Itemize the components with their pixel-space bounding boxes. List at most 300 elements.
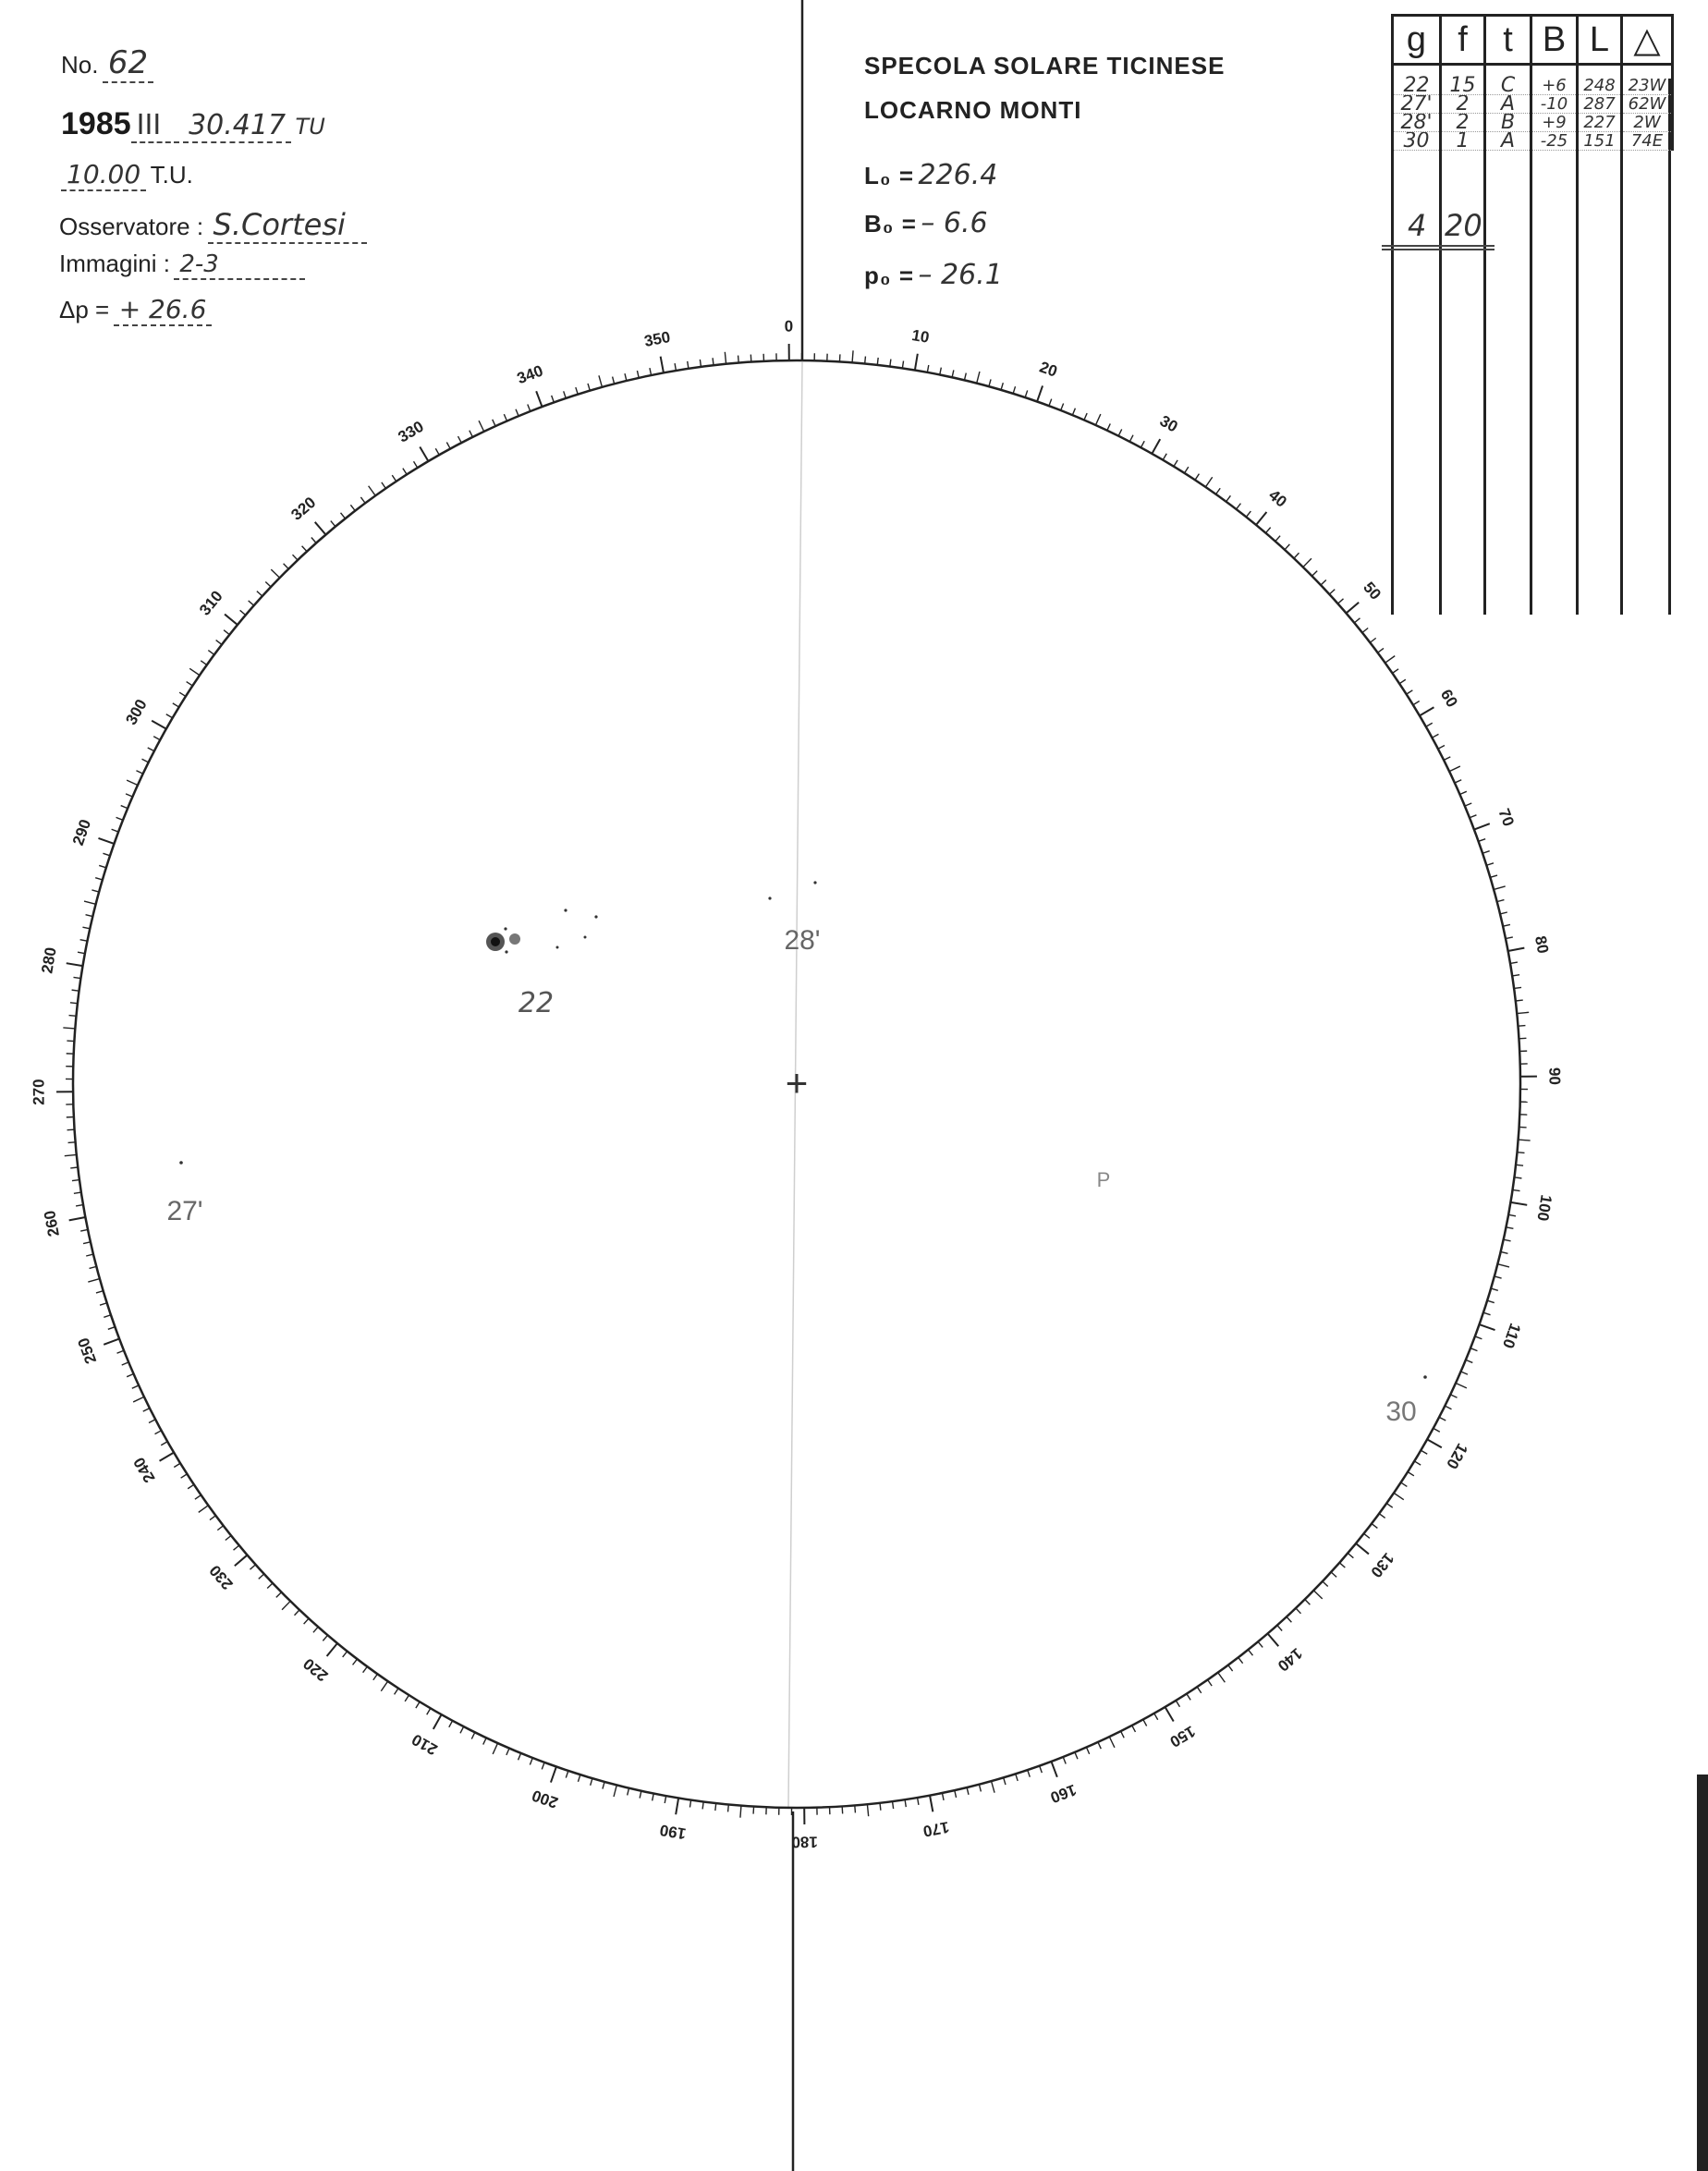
cell-f: 15 <box>1441 65 1485 95</box>
tick-mark <box>80 940 88 942</box>
tick-mark <box>72 1180 79 1181</box>
tick-mark <box>122 1362 128 1365</box>
tick-mark <box>1072 409 1075 415</box>
total-spots: 20 <box>1445 208 1482 243</box>
col-header-t: t <box>1485 16 1531 65</box>
tick-mark <box>1129 435 1133 442</box>
cell-t: A <box>1485 132 1531 151</box>
tick-mark <box>225 615 238 625</box>
tick-mark <box>1482 851 1490 854</box>
tick-mark <box>1356 1543 1369 1554</box>
tick-mark <box>952 370 954 377</box>
col-header-f: f <box>1441 16 1485 65</box>
tick-label-70: 70 <box>1494 806 1518 829</box>
tick-mark <box>1246 511 1250 517</box>
tick-mark <box>1518 1026 1525 1027</box>
tick-mark <box>446 443 450 449</box>
tick-mark <box>1118 429 1122 435</box>
tick-mark <box>88 1279 100 1282</box>
tick-mark <box>141 759 148 762</box>
tick-label-290: 290 <box>68 817 95 848</box>
scan-edge <box>1697 1775 1708 2171</box>
tick-mark <box>992 1781 994 1793</box>
tick-mark <box>1503 924 1510 926</box>
tick-mark <box>1163 454 1166 460</box>
sunspot <box>504 927 506 930</box>
tick-mark <box>1486 863 1494 865</box>
tick-mark <box>964 373 966 381</box>
tick-mark <box>852 350 853 362</box>
tick-mark <box>551 1767 556 1783</box>
tick-label-170: 170 <box>921 1818 951 1840</box>
tick-label-100: 100 <box>1533 1193 1556 1223</box>
tick-mark <box>1051 1762 1056 1777</box>
tick-mark <box>1165 1707 1174 1721</box>
tick-mark <box>420 447 428 461</box>
tick-mark <box>392 475 396 482</box>
tick-mark <box>967 1787 969 1795</box>
cell-f: 2 <box>1441 95 1485 114</box>
tick-label-300: 300 <box>122 696 151 728</box>
tick-mark <box>187 682 193 686</box>
tick-mark <box>98 838 114 844</box>
tick-mark <box>700 360 701 367</box>
col-header-delta: △ <box>1622 16 1673 65</box>
tick-mark <box>1287 1616 1291 1622</box>
observer-value: S.Cortesi <box>208 207 367 244</box>
tick-mark <box>1237 504 1241 509</box>
tick-mark <box>1479 839 1486 842</box>
tick-mark <box>1028 1770 1031 1777</box>
tick-mark <box>265 582 271 587</box>
tick-mark <box>76 1205 83 1206</box>
tick-mark <box>136 771 142 774</box>
tick-mark <box>155 1431 162 1434</box>
cell-B: +6 <box>1531 65 1578 95</box>
time-value: 10.00 <box>61 159 146 191</box>
tick-mark <box>1187 1694 1190 1701</box>
tick-mark <box>1507 1227 1514 1229</box>
tick-mark <box>1174 460 1177 467</box>
tick-mark <box>1143 1719 1147 1726</box>
P0-label: p₀ = <box>864 262 915 289</box>
tick-mark <box>1228 1665 1233 1671</box>
tick-mark <box>930 1796 933 1812</box>
tick-mark <box>121 806 128 809</box>
tick-mark <box>1061 404 1064 410</box>
cell-delta: 62W <box>1622 95 1673 114</box>
cell-B: -25 <box>1531 132 1578 151</box>
tick-mark <box>552 396 555 403</box>
tick-mark <box>1004 1777 1006 1785</box>
tick-label-120: 120 <box>1443 1440 1471 1472</box>
cell-t: A <box>1485 95 1531 114</box>
delta-p-value: + 26.6 <box>114 294 213 326</box>
tick-mark <box>940 368 942 375</box>
tick-mark <box>216 640 222 645</box>
tick-mark <box>1040 1766 1043 1774</box>
tick-mark <box>86 915 93 917</box>
tick-mark <box>1514 1177 1521 1178</box>
col-header-g: g <box>1393 16 1441 65</box>
tick-mark <box>74 1192 81 1193</box>
tick-mark <box>566 1771 568 1778</box>
tick-mark <box>689 1800 690 1808</box>
cell-B: -10 <box>1531 95 1578 114</box>
tick-mark <box>1393 669 1399 674</box>
tick-mark <box>1303 558 1312 567</box>
tick-mark <box>414 461 418 468</box>
tick-mark <box>1238 1657 1243 1663</box>
tick-mark <box>1445 1406 1451 1409</box>
tick-mark <box>1513 1189 1520 1190</box>
tick-mark <box>989 379 991 386</box>
tick-mark <box>1037 385 1043 401</box>
tick-mark <box>240 610 246 615</box>
tick-mark <box>284 564 289 569</box>
cell-f: 2 <box>1441 114 1485 132</box>
tick-label-220: 220 <box>299 1654 332 1685</box>
tick-mark <box>323 1635 327 1640</box>
tick-label-240: 240 <box>129 1454 159 1486</box>
date-year: 1985 <box>61 106 131 141</box>
tick-mark <box>250 1565 255 1569</box>
tick-mark <box>249 601 254 605</box>
cell-delta: 23W <box>1622 65 1673 95</box>
tick-mark <box>350 505 355 510</box>
tick-mark <box>302 546 307 552</box>
tick-mark <box>471 1732 475 1738</box>
sunspot <box>584 936 587 939</box>
tick-label-50: 50 <box>1360 578 1385 604</box>
tick-mark <box>628 1788 629 1796</box>
tick-mark <box>435 448 439 455</box>
tick-mark <box>516 409 518 416</box>
tick-mark <box>1339 1563 1345 1567</box>
tick-mark <box>1512 975 1519 976</box>
tick-mark <box>104 1315 111 1318</box>
tick-mark <box>1075 1752 1078 1759</box>
tick-mark <box>877 358 878 365</box>
tick-mark <box>1510 1202 1527 1205</box>
group-label-27: 27' <box>166 1196 203 1226</box>
tick-mark <box>235 1555 248 1567</box>
tick-mark <box>603 1782 604 1789</box>
tick-mark <box>95 878 103 880</box>
tick-mark <box>1364 1533 1370 1538</box>
tick-mark <box>1510 962 1518 963</box>
tick-mark <box>174 1463 180 1467</box>
tick-mark <box>126 794 132 797</box>
tick-mark <box>713 358 714 365</box>
tick-mark <box>1494 886 1506 889</box>
tick-mark <box>1399 679 1406 683</box>
tick-mark <box>1331 1572 1336 1577</box>
tick-mark <box>179 692 186 696</box>
tick-mark <box>1408 1472 1414 1476</box>
tick-label-330: 330 <box>395 417 427 446</box>
tick-mark <box>1466 1360 1472 1362</box>
tick-mark <box>1107 423 1110 430</box>
tick-mark <box>576 387 578 395</box>
tick-mark <box>728 1805 729 1812</box>
tick-mark <box>1420 707 1434 715</box>
tick-mark <box>160 1453 174 1461</box>
tick-mark <box>395 1689 398 1695</box>
tick-mark <box>104 1338 119 1344</box>
tick-mark <box>1226 495 1231 501</box>
tick-mark <box>1401 1482 1408 1486</box>
disk-center-mark: + <box>785 1061 809 1104</box>
tick-mark <box>493 1743 497 1754</box>
tick-mark <box>1049 399 1052 406</box>
tick-mark <box>271 569 279 578</box>
tick-mark <box>504 414 506 421</box>
tick-mark <box>1109 1737 1115 1748</box>
tick-mark <box>1354 618 1360 623</box>
tick-mark <box>1312 571 1318 577</box>
sunspot <box>768 896 771 899</box>
sunspot-group-22 <box>486 909 598 1019</box>
tick-label-20: 20 <box>1037 358 1060 381</box>
tick-mark <box>1491 1288 1498 1290</box>
tick-label-180: 180 <box>791 1833 818 1851</box>
tick-mark <box>92 890 99 892</box>
tick-mark <box>725 352 726 364</box>
tick-mark <box>1444 757 1450 761</box>
tick-mark <box>226 1535 231 1540</box>
tick-label-250: 250 <box>74 1335 101 1367</box>
cell-delta: 74E <box>1622 132 1673 151</box>
tick-mark <box>161 1442 167 1445</box>
tick-label-0: 0 <box>784 317 794 335</box>
tick-mark <box>1470 1348 1477 1351</box>
tick-mark <box>1086 1748 1089 1754</box>
tick-label-190: 190 <box>658 1821 688 1843</box>
tick-label-140: 140 <box>1274 1644 1306 1676</box>
tick-mark <box>1500 912 1507 914</box>
tick-mark <box>750 355 751 362</box>
tick-label-150: 150 <box>1166 1722 1199 1751</box>
sunspot-group-30 <box>1385 1375 1426 1427</box>
tick-mark <box>599 375 602 387</box>
tick-mark <box>1001 383 1003 390</box>
tick-mark <box>1305 1600 1311 1605</box>
tick-label-130: 130 <box>1367 1549 1397 1581</box>
tick-mark <box>73 977 80 978</box>
cell-delta: 2W <box>1622 114 1673 132</box>
tick-mark <box>1497 1264 1509 1267</box>
tick-mark <box>100 1303 107 1305</box>
tick-mark <box>1121 1731 1125 1738</box>
tick-mark <box>893 1801 894 1809</box>
tick-mark <box>68 1142 76 1143</box>
tick-mark <box>1460 791 1467 794</box>
tick-mark <box>313 1627 318 1632</box>
tick-label-340: 340 <box>514 361 546 388</box>
sunspot <box>594 915 597 918</box>
L0-label: L₀ = <box>864 162 915 189</box>
tick-mark <box>1025 390 1028 397</box>
tick-label-160: 160 <box>1047 1780 1080 1807</box>
B0-value: – 6.6 <box>921 207 988 239</box>
tick-mark <box>1338 599 1344 604</box>
tick-mark <box>1205 477 1212 487</box>
tick-mark <box>740 1806 741 1818</box>
tick-mark <box>282 1601 290 1609</box>
tick-mark <box>880 1803 881 1811</box>
tick-mark <box>1098 1742 1101 1749</box>
tick-mark <box>311 537 316 543</box>
tick-mark <box>653 1794 654 1801</box>
tick-mark <box>1487 1300 1494 1302</box>
tick-mark <box>927 365 928 372</box>
tick-mark <box>1394 1493 1404 1499</box>
tick-label-40: 40 <box>1265 486 1290 511</box>
tick-label-110: 110 <box>1498 1321 1524 1351</box>
sunspot-group-27 <box>166 1161 202 1226</box>
tick-mark <box>483 1738 486 1744</box>
tick-mark <box>1378 648 1384 653</box>
tick-mark <box>905 1799 906 1807</box>
tick-mark <box>1490 875 1497 877</box>
observatory-name: SPECOLA SOLARE TICINESE <box>864 52 1226 79</box>
tick-mark <box>460 1726 464 1733</box>
tick-label-270: 270 <box>30 1079 48 1105</box>
tick-mark <box>1013 386 1015 394</box>
tick-mark <box>90 1266 97 1268</box>
tick-mark <box>1385 656 1396 664</box>
tick-mark <box>331 521 336 527</box>
tick-mark <box>1348 1553 1353 1557</box>
tick-mark <box>208 651 214 655</box>
tick-mark <box>1461 1372 1468 1374</box>
tick-mark <box>1063 1757 1066 1763</box>
group-label-28: 28' <box>784 925 821 956</box>
tick-mark <box>650 368 652 375</box>
tick-mark <box>416 1701 420 1708</box>
sunspot <box>813 881 816 884</box>
tick-mark <box>84 901 96 904</box>
tick-mark <box>528 405 531 411</box>
tick-mark <box>688 361 689 369</box>
tick-mark <box>661 357 664 373</box>
tick-mark <box>867 1804 868 1816</box>
tick-label-280: 280 <box>38 945 60 975</box>
cell-B: +9 <box>1531 114 1578 132</box>
tick-mark <box>1294 553 1299 558</box>
tick-mark <box>1256 512 1266 525</box>
tick-mark <box>112 829 118 832</box>
tick-mark <box>842 1806 843 1813</box>
cell-f: 1 <box>1441 132 1485 151</box>
tick-mark <box>117 1350 124 1353</box>
tick-mark <box>1475 1336 1482 1339</box>
tick-label-80: 80 <box>1531 934 1553 956</box>
tick-mark <box>1434 1428 1440 1432</box>
tick-mark <box>403 469 407 475</box>
tick-mark <box>1275 536 1280 542</box>
tick-mark <box>564 391 567 398</box>
tick-mark <box>715 1803 716 1811</box>
tick-mark <box>210 1516 215 1520</box>
tick-mark <box>405 1695 409 1701</box>
tick-mark <box>259 1574 264 1579</box>
tick-mark <box>1296 1608 1301 1614</box>
delta-p-label: Δp = <box>59 296 110 323</box>
cell-g: 28' <box>1393 114 1441 132</box>
tick-mark <box>327 1643 337 1656</box>
tick-mark <box>127 780 138 785</box>
tick-mark <box>738 356 739 363</box>
tick-mark <box>1154 1714 1158 1720</box>
date-rest: 30.417 <box>183 109 291 143</box>
tick-mark <box>341 513 346 518</box>
tick-mark <box>1439 1417 1446 1421</box>
sheet-number-value: 62 <box>103 44 153 83</box>
tick-mark <box>173 703 179 707</box>
tick-mark <box>506 1749 509 1755</box>
images-label: Immagini : <box>59 250 170 277</box>
tick-mark <box>80 1229 88 1231</box>
tick-mark <box>353 1659 358 1665</box>
sheet-number-label: No. <box>61 51 99 79</box>
tick-mark <box>640 1791 641 1799</box>
tick-mark <box>224 630 229 635</box>
cell-L: 227 <box>1578 114 1622 132</box>
tick-mark <box>72 990 79 991</box>
sunspot <box>505 950 507 953</box>
tick-mark <box>363 1666 368 1672</box>
tick-mark <box>1372 1524 1377 1529</box>
tick-mark <box>1494 1276 1502 1278</box>
tick-mark <box>536 391 542 407</box>
tick-mark <box>955 1790 957 1798</box>
tick-mark <box>1455 780 1461 783</box>
tick-mark <box>427 1708 431 1714</box>
tick-mark <box>1362 628 1368 633</box>
tick-label-30: 30 <box>1156 411 1181 436</box>
pole-marker: P <box>1096 1168 1111 1191</box>
tick-mark <box>133 1397 144 1402</box>
tick-mark <box>315 522 326 535</box>
tick-label-60: 60 <box>1436 686 1461 711</box>
tick-mark <box>1208 1680 1213 1687</box>
cell-t: C <box>1485 65 1531 95</box>
tick-mark <box>890 360 891 367</box>
L0-value: 226.4 <box>918 159 998 191</box>
tick-mark <box>1258 1641 1263 1647</box>
tick-mark <box>132 1385 139 1388</box>
tick-mark <box>1132 1726 1136 1732</box>
tick-mark <box>108 1327 116 1330</box>
tick-mark <box>702 1801 703 1809</box>
tick-mark <box>1323 1581 1328 1586</box>
tick-mark <box>1152 439 1160 454</box>
tick-mark <box>1470 815 1476 818</box>
tick-mark <box>1407 690 1413 694</box>
tick-mark <box>433 1714 442 1729</box>
tick-mark <box>1438 746 1445 750</box>
tick-mark <box>1347 603 1360 614</box>
tick-mark <box>493 420 495 426</box>
tick-mark <box>1519 1038 1526 1039</box>
tick-mark <box>1285 544 1289 550</box>
tick-mark <box>381 1681 387 1691</box>
tick-mark <box>67 1129 75 1130</box>
sunspot <box>179 1161 183 1165</box>
tick-mark <box>70 1167 78 1168</box>
